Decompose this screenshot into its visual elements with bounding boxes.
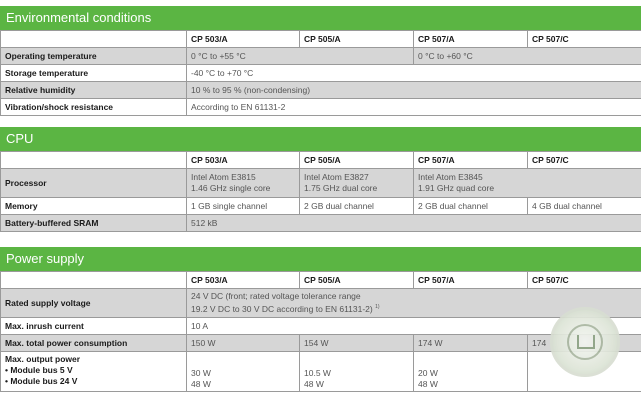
row-label xyxy=(1,352,187,392)
row-label: Vibration/shock resistance xyxy=(1,99,187,116)
processor-name: Intel Atom E3815 xyxy=(191,172,256,182)
cell-value: 10 % to 95 % (non-condensing) xyxy=(187,82,641,99)
table-row xyxy=(1,169,641,198)
output-power-label: Max. output power xyxy=(5,354,81,364)
power-title: Power supply xyxy=(0,247,641,271)
corner-cell xyxy=(1,31,187,48)
col-header: CP 503/A xyxy=(187,152,300,169)
cell-value: 2 GB dual channel xyxy=(414,198,528,215)
table-row xyxy=(1,65,641,82)
cell-value xyxy=(300,352,414,392)
processor-spec: 1.46 GHz single core xyxy=(191,183,271,193)
corner-cell xyxy=(1,272,187,289)
row-label: Battery-buffered SRAM xyxy=(1,215,187,232)
row-label: Storage temperature xyxy=(1,65,187,82)
table-row xyxy=(1,31,641,48)
row-label: Relative humidity xyxy=(1,82,187,99)
env-title: Environmental conditions xyxy=(0,6,641,30)
power-section xyxy=(0,247,641,392)
table-row xyxy=(1,99,641,116)
row-label: Processor xyxy=(1,169,187,198)
table-row xyxy=(1,289,641,318)
bus24-value: 48 W xyxy=(418,379,438,389)
cell-value: 0 °C to +60 °C xyxy=(414,48,641,65)
cell-value: -40 °C to +70 °C xyxy=(187,65,641,82)
cpu-section xyxy=(0,127,641,232)
row-label: Rated supply voltage xyxy=(1,289,187,318)
env-table xyxy=(0,30,641,116)
col-header: CP 507/C xyxy=(528,152,641,169)
cell-value: 154 W xyxy=(300,335,414,352)
watermark-logo-icon xyxy=(550,307,620,377)
cell-value: 4 GB dual channel xyxy=(528,198,641,215)
row-label: Memory xyxy=(1,198,187,215)
cpu-table xyxy=(0,151,641,232)
table-row xyxy=(1,215,641,232)
col-header: CP 503/A xyxy=(187,31,300,48)
processor-spec: 1.91 GHz quad core xyxy=(418,183,495,193)
row-label: Operating temperature xyxy=(1,48,187,65)
cell-value xyxy=(414,352,528,392)
table-row xyxy=(1,198,641,215)
cell-value: 1 GB single channel xyxy=(187,198,300,215)
cell-value: 174 W xyxy=(414,335,528,352)
table-row xyxy=(1,272,641,289)
table-row xyxy=(1,318,641,335)
table-row xyxy=(1,352,641,392)
cell-value xyxy=(300,169,414,198)
processor-spec: 1.75 GHz dual core xyxy=(304,183,378,193)
cell-value: 150 W xyxy=(187,335,300,352)
corner-cell xyxy=(1,152,187,169)
rated-voltage-line: 24 V DC (front; rated voltage tolerance range xyxy=(191,291,361,302)
cell-value: 2 GB dual channel xyxy=(300,198,414,215)
bus5-value: 20 W xyxy=(418,368,438,378)
bus24-value: 48 W xyxy=(191,379,211,389)
bus5-value: 10.5 W xyxy=(304,368,331,378)
cell-value: 512 kB xyxy=(187,215,641,232)
col-header: CP 507/A xyxy=(414,272,528,289)
env-section xyxy=(0,6,641,116)
col-header: CP 503/A xyxy=(187,272,300,289)
cell-value xyxy=(187,169,300,198)
bus24-value: 48 W xyxy=(304,379,324,389)
processor-name: Intel Atom E3827 xyxy=(304,172,369,182)
col-header: CP 505/A xyxy=(300,272,414,289)
processor-name: Intel Atom E3845 xyxy=(418,172,483,182)
cell-value: 0 °C to +55 °C xyxy=(187,48,414,65)
col-header: CP 507/A xyxy=(414,31,528,48)
power-table xyxy=(0,271,641,392)
cell-value xyxy=(414,169,641,198)
table-row xyxy=(1,82,641,99)
table-row xyxy=(1,152,641,169)
col-header: CP 505/A xyxy=(300,31,414,48)
table-row xyxy=(1,335,641,352)
bus5-label: • Module bus 5 V xyxy=(5,365,73,375)
cell-value: 10 A xyxy=(187,318,641,335)
footnote-marker: 1) xyxy=(375,304,380,311)
col-header: CP 507/C xyxy=(528,272,641,289)
col-header: CP 505/A xyxy=(300,152,414,169)
row-label: Max. total power consumption xyxy=(1,335,187,352)
cell-value: According to EN 61131-2 xyxy=(187,99,641,116)
col-header: CP 507/C xyxy=(528,31,641,48)
table-row xyxy=(1,48,641,65)
row-label: Max. inrush current xyxy=(1,318,187,335)
logo-house-shape xyxy=(577,335,595,349)
rated-voltage-range: 19.2 V DC to 30 V DC according to EN 61131-2) xyxy=(191,303,373,314)
bus24-label: • Module bus 24 V xyxy=(5,376,78,386)
col-header: CP 507/A xyxy=(414,152,528,169)
cell-value xyxy=(187,352,300,392)
bus5-value: 30 W xyxy=(191,368,211,378)
cell-value: 174 xyxy=(528,335,641,352)
cpu-title: CPU xyxy=(0,127,641,151)
